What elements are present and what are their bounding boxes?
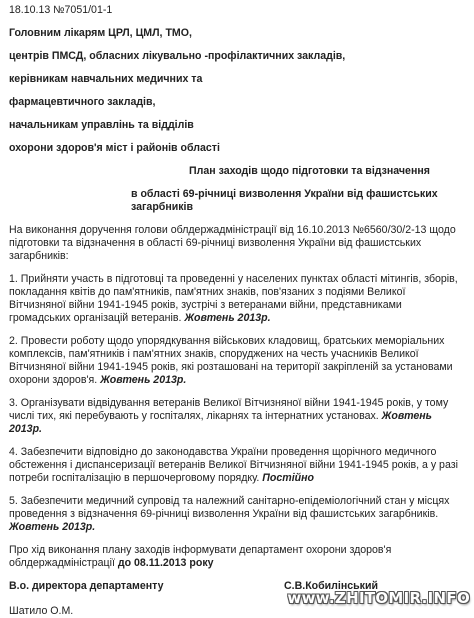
plan-item-3 [9, 397, 465, 436]
addressee-line-3: керівникам навчальних медичних та [9, 73, 203, 85]
plan-item-text: 2. Провести роботу щодо упорядкування військових кладовищ, братських меморіальних комплексів, пам'ятників і пам'ятних знаків, споруджених на честь учасників Великої Вітчизняної війни 1941-1945 років, які розташовані на території закріпленій за установами охорони здоров'я. [9, 335, 453, 386]
addressee-line-2: центрів ПМСД, обласних лікувально -профілактичних закладів, [9, 50, 346, 62]
plan-item-deadline: Жовтень 2013р. [184, 312, 271, 324]
signatory-name: С.В.Кобилінський [284, 580, 378, 592]
addressee-line-1: Головним лікарям ЦРЛ, ЦМЛ, ТМО, [9, 27, 192, 39]
plan-item-text: 3. Організувати відвідування ветеранів Великої Вітчизняної війни 1941-1945 років, у тому числі тих, які перебувають у госпіталях, лікарнях та інтернатних установах. [9, 397, 449, 422]
plan-item-text: 5. Забезпечити медичний супровід та належний санітарно-епідеміологічний стан у місцях проведення з відзначення 69-річниці визволення України від фашистських загарбників. [9, 495, 450, 520]
closing-paragraph [9, 544, 465, 570]
closing-text: Про хід виконання плану заходів інформувати департамент охорони здоров'я облдержадміністрації [9, 544, 392, 569]
plan-item-5 [9, 495, 465, 534]
addressee-line-4: фармацевтичного закладів, [9, 96, 156, 108]
plan-item-4 [9, 446, 465, 485]
site-watermark: www.ZHITOMIR.INFO [287, 589, 470, 607]
document-reference: 18.10.13 №7051/01-1 [9, 4, 113, 16]
plan-item-deadline: Жовтень 2013р. [9, 521, 96, 533]
closing-deadline: до 08.11.2013 року [117, 557, 214, 569]
plan-item-2 [9, 335, 465, 387]
executor-name: Шатило О.М. [9, 605, 74, 617]
plan-item-deadline: Постійно [262, 472, 314, 484]
plan-title: План заходів щодо підготовки та відзначення [189, 165, 430, 177]
plan-item-1 [9, 273, 465, 325]
intro-paragraph: На виконання доручення голови облдержадміністрації від 16.10.2013 №6560/30/2-13 щодо підготовки та відзначення в області 69-річниці визволення України від фашистських загарбників: [9, 224, 456, 262]
signatory-position: В.о. директора департаменту [9, 580, 164, 592]
plan-item-deadline: Жовтень 2013р. [9, 410, 432, 435]
addressee-line-5: начальникам управлінь та відділів [9, 119, 194, 131]
plan-item-text: 4. Забезпечити відповідно до законодавства України проведення щорічного медичного обстеження і диспансеризації ветеранів Великої Вітчизняної війни 1941-1945 років, а у разі потреби госпіталізацію в першочерговому порядку. [9, 446, 458, 484]
document [9, 4, 465, 618]
plan-item-deadline: Жовтень 2013р. [100, 374, 187, 386]
plan-subtitle: в області 69-річниці визволення України від фашистських загарбників [131, 188, 438, 213]
addressee-line-6: охорони здоров'я міст і районів області [9, 142, 220, 154]
plan-item-text: 1. Прийняти участь в підготовці та проведенні у населених пунктах області мітингів, зборів, покладання квітів до пам'ятників, пам'ятних знаків, пов'язаних з подіями Великої Вітчизняної війни 1941-1945 років, зустрічі з ветеранами війни, представниками громадських організацій ветеранів. [9, 273, 458, 324]
